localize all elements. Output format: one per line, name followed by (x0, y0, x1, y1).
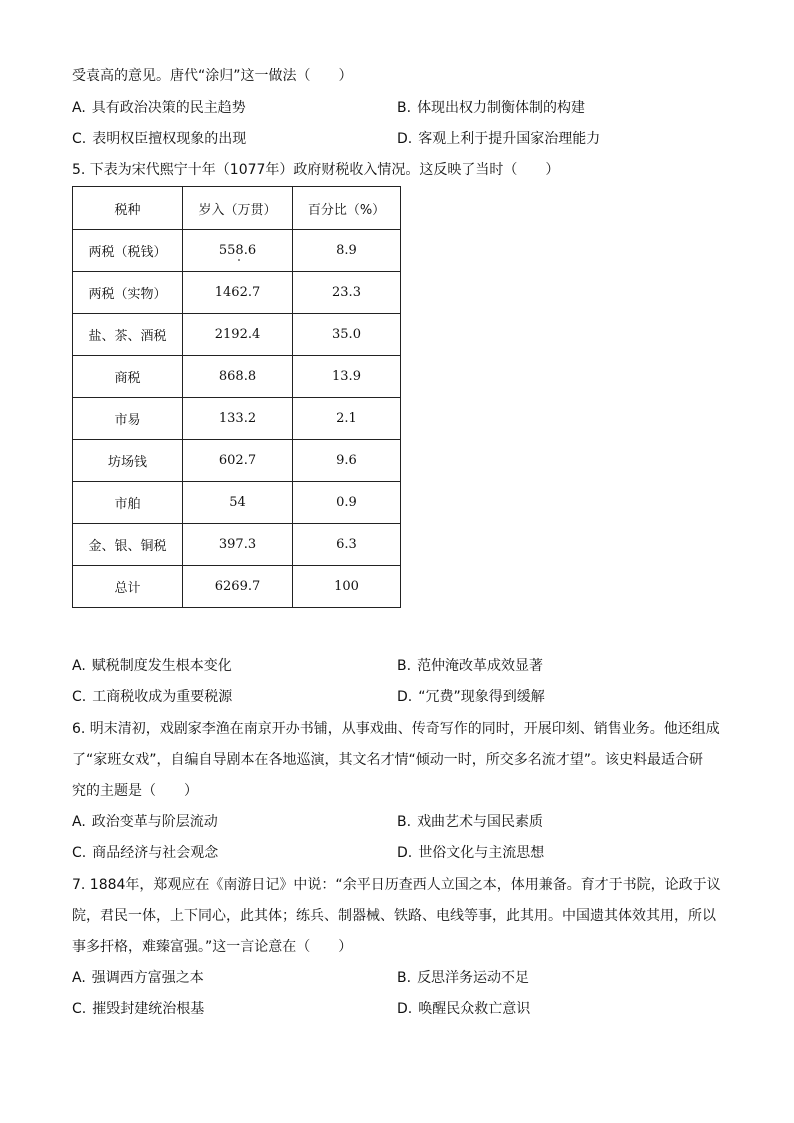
cell-revenue: 558.6 (183, 230, 293, 272)
cell-revenue: 2192.4 (183, 314, 293, 356)
table-row (73, 356, 401, 398)
cell-revenue: 868.8 (183, 356, 293, 398)
table-row (73, 440, 401, 482)
q6-option-c[interactable]: C. 商品经济与社会观念 (72, 845, 219, 861)
cell-revenue: 133.2 (183, 398, 293, 440)
table-row (73, 482, 401, 524)
q5-option-d[interactable]: D. “冗费”现象得到缓解 (397, 689, 545, 705)
q7-option-d[interactable]: D. 唤醒民众救亡意识 (397, 1001, 531, 1017)
cell-revenue: 54 (183, 482, 293, 524)
q4-stem-tail: 受袁高的意见。唐代“涂归”这一做法（ ） (72, 68, 353, 84)
q5-option-b[interactable]: B. 范仲淹改革成效显著 (397, 658, 544, 674)
q6-option-a[interactable]: A. 政治变革与阶层流动 (72, 814, 218, 830)
tax-revenue-table (72, 186, 401, 608)
q4-option-c[interactable]: C. 表明权臣擅权现象的出现 (72, 131, 247, 147)
table-row (73, 314, 401, 356)
cell-revenue: 1462.7 (183, 272, 293, 314)
table-row (73, 524, 401, 566)
table-row (73, 230, 401, 272)
q5-options-row-1 (72, 656, 732, 676)
cell-percentage: 13.9 (293, 356, 401, 398)
table-row (73, 398, 401, 440)
cell-percentage: 2.1 (293, 398, 401, 440)
cell-tax-type: 两税（税钱） (73, 230, 183, 272)
cell-revenue: 397.3 (183, 524, 293, 566)
q6-option-d[interactable]: D. 世俗文化与主流思想 (397, 845, 545, 861)
q6-options-row-2 (72, 843, 732, 863)
cell-tax-type: 市舶 (73, 482, 183, 524)
cell-tax-type: 盐、茶、酒税 (73, 314, 183, 356)
q6-options-row-1 (72, 812, 732, 832)
cell-percentage: 8.9 (293, 230, 401, 272)
table-row-total (73, 566, 401, 608)
q7-stem-line-1: 7. 1884年，郑观应在《南游日记》中说：“余平日历查西人立国之本，体用兼备。育才于书院，论政于议 (72, 877, 721, 893)
q5-options-row-2 (72, 687, 732, 707)
table-header-row (73, 187, 401, 230)
q4-option-d[interactable]: D. 客观上利于提升国家治理能力 (397, 131, 601, 147)
q5-option-a[interactable]: A. 赋税制度发生根本变化 (72, 658, 232, 674)
q5-option-c[interactable]: C. 工商税收成为重要税源 (72, 689, 233, 705)
cell-tax-type: 坊场钱 (73, 440, 183, 482)
header-percentage: 百分比（%） (293, 187, 401, 230)
q5-stem: 5. 下表为宋代熙宁十年（1077年）政府财税收入情况。这反映了当时（ ） (72, 162, 560, 178)
cell-tax-type: 两税（实物） (73, 272, 183, 314)
cell-percentage: 6.3 (293, 524, 401, 566)
q6-option-b[interactable]: B. 戏曲艺术与国民素质 (397, 814, 544, 830)
cell-tax-type: 总计 (73, 566, 183, 608)
q4-options-row-1 (72, 98, 732, 118)
q7-option-c[interactable]: C. 摧毁封建统治根基 (72, 1001, 205, 1017)
q7-option-b[interactable]: B. 反思洋务运动不足 (397, 970, 530, 986)
stray-dot (238, 259, 240, 261)
cell-tax-type: 市易 (73, 398, 183, 440)
q4-options-row-2 (72, 129, 732, 149)
cell-tax-type: 金、银、铜税 (73, 524, 183, 566)
q7-option-a[interactable]: A. 强调西方富强之本 (72, 970, 204, 986)
q4-option-b[interactable]: B. 体现出权力制衡体制的构建 (397, 100, 586, 116)
cell-percentage: 0.9 (293, 482, 401, 524)
q6-stem-line-2: 了“家班女戏”，自编自导剧本在各地巡演，其文名才情“倾动一时，所交多名流才望”。该史料最适合研 (72, 752, 704, 768)
q7-options-row-1 (72, 968, 732, 988)
header-annual-revenue: 岁入（万贯） (183, 187, 293, 230)
cell-revenue: 602.7 (183, 440, 293, 482)
q7-stem-line-3: 事多扞格，难臻富强。”这一言论意在（ ） (72, 939, 353, 955)
table-row (73, 272, 401, 314)
cell-percentage: 23.3 (293, 272, 401, 314)
cell-percentage: 35.0 (293, 314, 401, 356)
cell-percentage: 100 (293, 566, 401, 608)
cell-revenue: 6269.7 (183, 566, 293, 608)
header-tax-type: 税种 (73, 187, 183, 230)
q7-stem-line-2: 院，君民一体，上下同心，此其体；练兵、制器械、铁路、电线等事，此其用。中国遗其体效其用，所以 (72, 908, 716, 924)
q6-stem-line-3: 究的主题是（ ） (72, 783, 198, 799)
cell-percentage: 9.6 (293, 440, 401, 482)
cell-tax-type: 商税 (73, 356, 183, 398)
q6-stem-line-1: 6. 明末清初，戏剧家李渔在南京开办书铺，从事戏曲、传奇写作的同时，开展印刻、销售业务。他还组成 (72, 721, 720, 737)
q4-option-a[interactable]: A. 具有政治决策的民主趋势 (72, 100, 246, 116)
q7-options-row-2 (72, 999, 732, 1019)
